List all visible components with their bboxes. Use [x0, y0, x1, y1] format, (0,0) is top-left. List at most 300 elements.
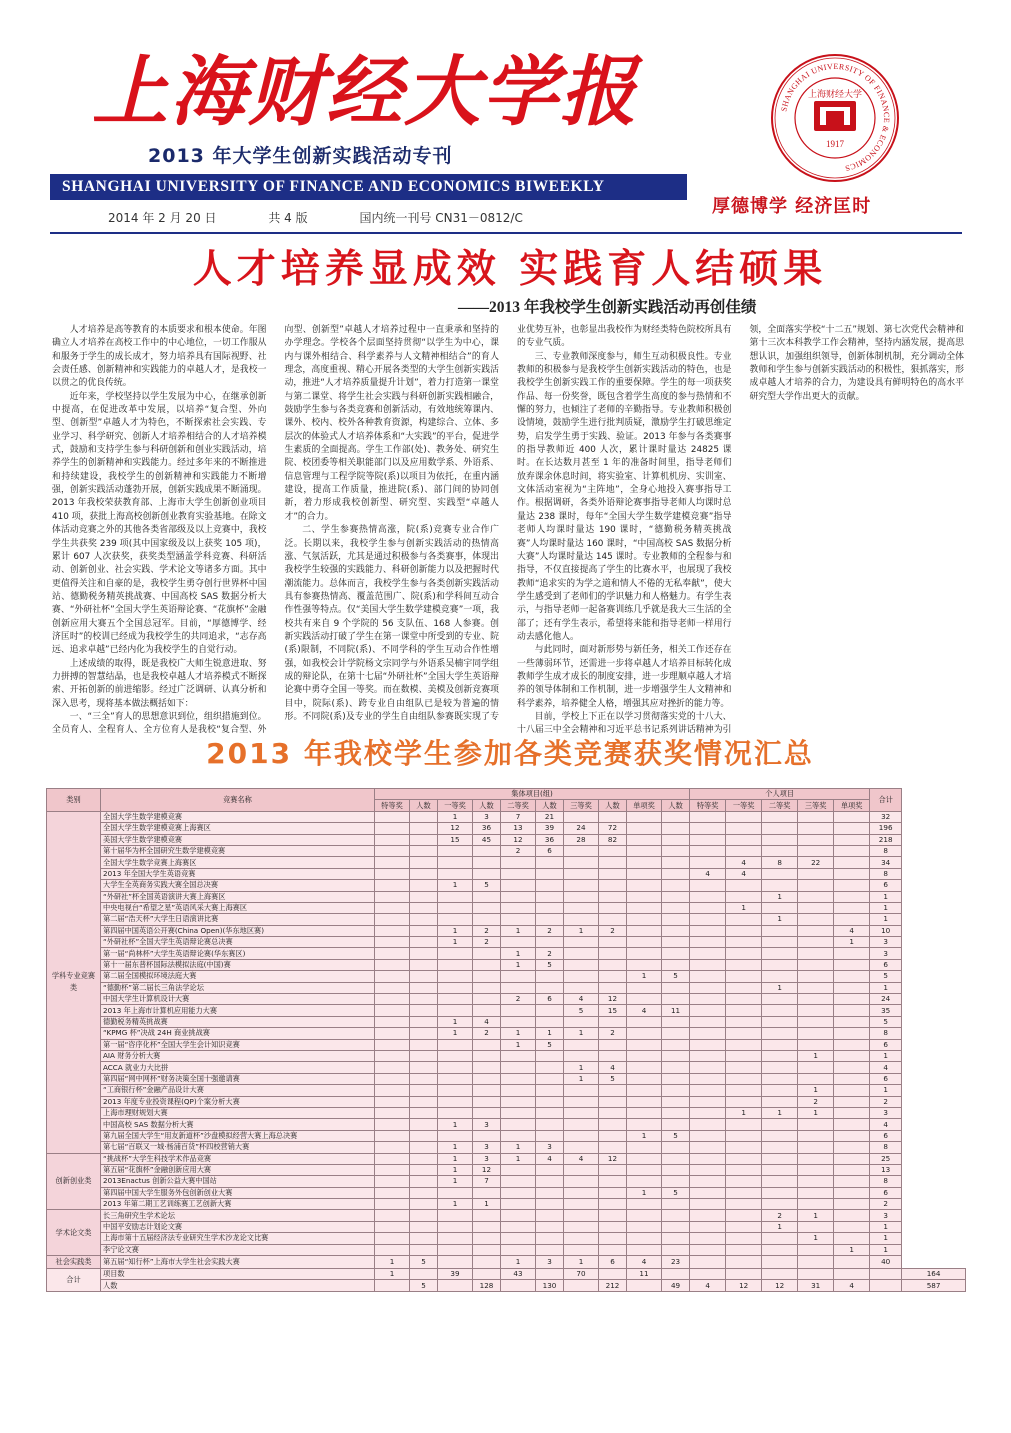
competition-name: 中国高校 SAS 数据分析大赛 [101, 1119, 375, 1130]
table-row [47, 1085, 966, 1096]
award-count [798, 891, 834, 902]
award-count: 1 [762, 891, 798, 902]
award-count: 5 [662, 1187, 690, 1198]
award-count [798, 948, 834, 959]
summary-value [762, 1269, 798, 1280]
competition-name: 大学生全英商务实践大赛全国总决赛 [101, 880, 375, 891]
award-count [501, 1096, 536, 1107]
table-row [47, 937, 966, 948]
award-count [690, 1016, 726, 1027]
award-count: 5 [564, 1005, 599, 1016]
award-count [627, 1244, 662, 1255]
award-count [501, 1005, 536, 1016]
table-row [47, 1164, 966, 1175]
award-count [501, 1130, 536, 1141]
award-count [726, 811, 762, 822]
row-total: 34 [870, 857, 902, 868]
table-row [47, 834, 966, 845]
award-count [627, 868, 662, 879]
award-count [690, 994, 726, 1005]
award-count [627, 845, 662, 856]
award-count [726, 1210, 762, 1221]
award-count [599, 1221, 627, 1232]
competition-name: “KPMG 杯”决战 24H 商业挑战赛 [101, 1028, 375, 1039]
award-count: 1 [438, 925, 473, 936]
award-count [599, 1119, 627, 1130]
award-count [410, 937, 438, 948]
award-count [627, 1096, 662, 1107]
award-count [473, 971, 501, 982]
award-count [662, 811, 690, 822]
row-total: 8 [870, 1176, 902, 1187]
award-count [798, 1187, 834, 1198]
header-ind-third: 三等奖 [798, 800, 834, 811]
award-count [599, 1096, 627, 1107]
award-count [501, 937, 536, 948]
award-count: 1 [501, 1153, 536, 1164]
award-count: 4 [536, 1153, 564, 1164]
table-row [47, 1221, 966, 1232]
award-count: 4 [834, 925, 870, 936]
award-count [726, 1176, 762, 1187]
row-total: 13 [870, 1164, 902, 1175]
category-cell: 创新创业类 [47, 1153, 101, 1210]
award-count [375, 845, 410, 856]
award-count: 82 [599, 834, 627, 845]
award-count [762, 1176, 798, 1187]
award-count [536, 1050, 564, 1061]
award-count [762, 1085, 798, 1096]
header-second: 二等奖 [501, 800, 536, 811]
award-count [375, 948, 410, 959]
row-total: 1 [870, 891, 902, 902]
award-count: 1 [627, 1130, 662, 1141]
award-count [501, 1073, 536, 1084]
award-count: 1 [438, 1199, 473, 1210]
table-row [47, 1073, 966, 1084]
award-count: 1 [762, 1107, 798, 1118]
award-count: 3 [536, 1142, 564, 1153]
award-count [798, 1119, 834, 1130]
award-count: 3 [473, 1142, 501, 1153]
award-count: 2 [501, 994, 536, 1005]
award-count: 1 [438, 880, 473, 891]
award-count [438, 982, 473, 993]
header-collective: 集体项目(组) [375, 789, 690, 800]
article-paragraph: 近年来，学校坚持以学生发展为中心，在继承创新中提高，在促进改革中发展，以培养“复合型、外向型、创新型”卓越人才为特色，不断探索社会实践、专业学习、科学研究、创新人才培养相结合的人才培养模式，鼓励和支持学生参与科研创新和创业实践活动，培养学生的创新精神和实践能力。经过多年来的不断推进和持续建设，我校学生的创新精神和实践能力不断增强，创新实践活动蓬勃开展，创新实践成果不断涌现。2013 年我校荣获教育部、上海市大学生创新创业项目 410 项，获批上海高校创新创业教育实验基地。在除文体活动竞赛之外的其他各类省部级及以上竞赛中，我校学生共获奖 239 项(其中国家级及以上获奖 105 项)，累计 607 人次获奖，获奖类型涵盖学科竞赛、科研活动、创新创业、社会实践、学术论文等诸多方面。其中更值得关注和自豪的是，我校学生勇夺创行世界杯中国站、德勤税务精英挑战赛、中国高校 SAS 数据分析大赛、“外研社杯”全国大学生英语辩论赛、“花旗杯”金融创新应用大赛五个全国总冠军。目前，“厚德博学、经济匡时”的校训已经成为我校学生的共同追求，“志存高远、追求卓越”已经内化为我校学生的自觉行动。 [52, 391, 267, 656]
award-count: 4 [627, 1256, 662, 1269]
award-count [627, 1050, 662, 1061]
award-count [762, 1096, 798, 1107]
award-count [501, 1199, 536, 1210]
table-row [47, 1176, 966, 1187]
award-count [726, 1153, 762, 1164]
award-count [564, 914, 599, 925]
award-count [473, 845, 501, 856]
award-count [564, 1016, 599, 1027]
award-count [410, 1164, 438, 1175]
award-count: 12 [438, 823, 473, 834]
competition-name: 第二届“浩天杯”大学生日语演讲比赛 [101, 914, 375, 925]
table-row [47, 1256, 966, 1269]
award-count [438, 1039, 473, 1050]
award-count [375, 823, 410, 834]
award-count [690, 1176, 726, 1187]
award-count [690, 823, 726, 834]
award-count [726, 1005, 762, 1016]
table-row [47, 948, 966, 959]
newspaper-title: 上海财经大学报 [92, 47, 638, 136]
award-count [627, 857, 662, 868]
award-count [690, 1085, 726, 1096]
award-count [798, 914, 834, 925]
award-count: 13 [501, 823, 536, 834]
award-count [726, 1199, 762, 1210]
summary-value [798, 1269, 834, 1280]
award-count [536, 1233, 564, 1244]
award-count [798, 925, 834, 936]
award-count [690, 1187, 726, 1198]
award-count [762, 868, 798, 879]
award-count [834, 1153, 870, 1164]
award-count [690, 1164, 726, 1175]
table-row [47, 1016, 966, 1027]
table-row [47, 880, 966, 891]
special-issue-subtitle: 2013 年大学生创新实践活动专刊 [148, 145, 453, 167]
award-count: 1 [762, 1221, 798, 1232]
award-count [762, 971, 798, 982]
award-count [627, 1073, 662, 1084]
award-count [564, 937, 599, 948]
award-count [726, 1119, 762, 1130]
award-count [834, 823, 870, 834]
competition-name: 上海市第十五届经济法专业研究生学术沙龙论文比赛 [101, 1233, 375, 1244]
award-count [662, 1164, 690, 1175]
award-count [564, 1096, 599, 1107]
award-count: 1 [501, 1028, 536, 1039]
award-count [599, 868, 627, 879]
award-count [834, 1164, 870, 1175]
award-count [375, 834, 410, 845]
award-count [726, 925, 762, 936]
award-count [834, 971, 870, 982]
award-count [690, 1028, 726, 1039]
award-count [438, 948, 473, 959]
award-count [690, 891, 726, 902]
award-count [438, 845, 473, 856]
award-count [726, 971, 762, 982]
award-count [726, 1096, 762, 1107]
article-paragraph: 与此同时，面对新形势与新任务，相关工作还存在一些薄弱环节，还需进一步将卓越人才培养目标转化成教师学生成才成长的制度安排，进一步理顺卓越人才培养的领导体制和工作机制，进一步增强学生人文精神和科学素养，培养健全人格，增强其应对挫折的能力等。 [517, 645, 732, 709]
award-count [599, 902, 627, 913]
summary-value [501, 1280, 536, 1291]
award-count [690, 1130, 726, 1141]
award-count [834, 1096, 870, 1107]
table-row [47, 994, 966, 1005]
award-count: 6 [536, 994, 564, 1005]
competition-name: 美国大学生数学建模竞赛 [101, 834, 375, 845]
award-count [564, 1233, 599, 1244]
summary-value: 12 [726, 1280, 762, 1291]
competition-name: 全国大学生数学竞赛上海赛区 [101, 857, 375, 868]
award-count [726, 880, 762, 891]
award-count [473, 1187, 501, 1198]
award-count [662, 1199, 690, 1210]
row-total: 1 [870, 1233, 902, 1244]
award-count [726, 1233, 762, 1244]
competition-name: 第二届全国模拟环境法庭大赛 [101, 971, 375, 982]
award-count [690, 971, 726, 982]
award-count [564, 857, 599, 868]
award-count [501, 971, 536, 982]
competition-name: 中央电视台“希望之星”英语风采大赛上海赛区 [101, 902, 375, 913]
award-count [501, 868, 536, 879]
award-count [410, 857, 438, 868]
award-count: 1 [798, 1085, 834, 1096]
header-ind-single: 单项奖 [834, 800, 870, 811]
award-count [375, 1221, 410, 1232]
award-count [798, 880, 834, 891]
award-count [564, 1244, 599, 1255]
award-count [536, 880, 564, 891]
award-count [501, 1233, 536, 1244]
award-count [627, 834, 662, 845]
award-count [690, 948, 726, 959]
award-count: 1 [627, 1187, 662, 1198]
award-count [662, 868, 690, 879]
competition-name: AIA 财务分析大赛 [101, 1050, 375, 1061]
award-count [834, 868, 870, 879]
award-count [564, 868, 599, 879]
award-count [536, 1130, 564, 1141]
row-total: 6 [870, 1073, 902, 1084]
award-count [410, 914, 438, 925]
award-count [834, 959, 870, 970]
competition-name: 第五届“花旗杯”金融创新应用大赛 [101, 1164, 375, 1175]
award-count [375, 880, 410, 891]
award-count [726, 1085, 762, 1096]
award-count [834, 880, 870, 891]
summary-row [47, 1269, 966, 1280]
award-count [564, 1130, 599, 1141]
award-count [762, 994, 798, 1005]
award-count [627, 1233, 662, 1244]
award-count [834, 1142, 870, 1153]
table-row [47, 811, 966, 822]
award-count: 4 [564, 994, 599, 1005]
award-count: 1 [536, 1028, 564, 1039]
summary-value [690, 1269, 726, 1280]
award-count: 1 [438, 1153, 473, 1164]
award-count [536, 1119, 564, 1130]
summary-value [410, 1269, 438, 1280]
award-count [375, 959, 410, 970]
award-count [501, 982, 536, 993]
award-count [375, 1210, 410, 1221]
award-count [536, 1073, 564, 1084]
row-total: 24 [870, 994, 902, 1005]
award-count [762, 959, 798, 970]
award-count: 36 [473, 823, 501, 834]
award-count: 5 [662, 971, 690, 982]
competition-name: 德勤税务精英挑战赛 [101, 1016, 375, 1027]
award-count [438, 1244, 473, 1255]
award-count [375, 1119, 410, 1130]
award-count [662, 857, 690, 868]
award-count [599, 1187, 627, 1198]
table-row [47, 1199, 966, 1210]
summary-value: 70 [564, 1269, 599, 1280]
header-name: 竞赛名称 [101, 789, 375, 812]
award-count: 1 [438, 1164, 473, 1175]
award-count [627, 1142, 662, 1153]
award-count [662, 834, 690, 845]
award-count [627, 994, 662, 1005]
table-row [47, 982, 966, 993]
category-cell: 社会实践类 [47, 1256, 101, 1269]
award-count [662, 1142, 690, 1153]
summary-value [870, 1269, 902, 1280]
award-count [410, 1244, 438, 1255]
summary-label: 项目数 [101, 1269, 375, 1280]
award-count [627, 1210, 662, 1221]
row-total: 1 [870, 1085, 902, 1096]
competition-name: “外研社”杯全国英语演讲大赛上海赛区 [101, 891, 375, 902]
award-count [410, 959, 438, 970]
award-count [726, 1256, 762, 1269]
award-count [473, 1039, 501, 1050]
award-count [536, 971, 564, 982]
award-count [410, 811, 438, 822]
table-row [47, 925, 966, 936]
award-count [798, 1016, 834, 1027]
row-total: 2 [870, 1199, 902, 1210]
award-count [410, 971, 438, 982]
award-count [627, 982, 662, 993]
award-count [627, 1164, 662, 1175]
award-count [762, 1039, 798, 1050]
article-paragraph: 一、“三全”育人的思想意识到位，组织措施到位。全员育人、全程育人、全方位育人是我校“复合型、外向型、创新型”卓越人才培养过程中一直秉承和坚持的办学理念。学校各个层面坚持贯彻“以学生为中心，课内与课外相结合、科学素养与人文精神相结合”的育人理念，高度重视、精心开展各类型的大学生创新实践活动，推进“人才培养质量提升计划”，着力打造第一课堂与第二课堂、将学生社会实践与科研创新实践相融合，鼓励学生参与各类竞赛和创新活动，有效地统筹课内、课外、校内、校外各种教育资源，构建综合、立体、多层次的体验式人才培养体系和“大实践”的平台，促进学生素质的全面提高。学生工作部(处)、教务处、研究生院、校团委等相关职能部门以及应用数学系、外语系、信息管理与工程学院等院(系)以项目为依托，在重内涵建设，提高工作质量，推进院(系)、部门间的协同创新，着力形成我校创新型、研究型、实践型“卓越人才”的合力。 [52, 325, 499, 736]
award-count [410, 1142, 438, 1153]
row-total: 3 [870, 1210, 902, 1221]
award-count [438, 1221, 473, 1232]
award-count [762, 1199, 798, 1210]
table-row [47, 1050, 966, 1061]
award-count [798, 1039, 834, 1050]
award-count [726, 1142, 762, 1153]
award-count: 1 [438, 1142, 473, 1153]
award-count [798, 1005, 834, 1016]
award-count [762, 823, 798, 834]
award-count: 2 [473, 925, 501, 936]
award-count [690, 1210, 726, 1221]
award-count [375, 868, 410, 879]
award-count [473, 1062, 501, 1073]
award-count [410, 994, 438, 1005]
award-count [662, 1028, 690, 1039]
award-count: 1 [834, 937, 870, 948]
award-count [627, 1199, 662, 1210]
award-count [473, 914, 501, 925]
award-count [599, 880, 627, 891]
award-count [501, 1244, 536, 1255]
table-row [47, 1244, 966, 1255]
award-count [662, 845, 690, 856]
award-count [798, 823, 834, 834]
award-count [726, 1164, 762, 1175]
header-people: 人数 [599, 800, 627, 811]
competition-name: 第一届“尚林杯”大学生英语辩论赛(华东赛区) [101, 948, 375, 959]
table-row [47, 914, 966, 925]
award-count: 22 [798, 857, 834, 868]
award-count [834, 1062, 870, 1073]
award-count: 36 [536, 834, 564, 845]
award-count [690, 1096, 726, 1107]
university-seal-icon [770, 53, 900, 183]
award-count [627, 1119, 662, 1130]
award-count: 2 [762, 1210, 798, 1221]
competition-name: 李宁论文赛 [101, 1244, 375, 1255]
issue-date: 2014 年 2 月 20 日 [108, 211, 217, 225]
award-count [438, 959, 473, 970]
award-count [410, 902, 438, 913]
award-count [375, 914, 410, 925]
award-count [375, 1073, 410, 1084]
award-count [375, 994, 410, 1005]
award-count [690, 959, 726, 970]
article-body [52, 324, 964, 748]
award-count: 4 [726, 857, 762, 868]
category-cell: 学科专业竞赛类 [47, 811, 101, 1153]
award-count [599, 1210, 627, 1221]
summary-value [599, 1269, 627, 1280]
award-count [599, 982, 627, 993]
award-count [726, 834, 762, 845]
award-count: 2 [599, 925, 627, 936]
award-count [798, 1221, 834, 1232]
award-count: 1 [798, 1233, 834, 1244]
award-count [627, 937, 662, 948]
award-count: 1 [501, 1039, 536, 1050]
award-count [627, 1176, 662, 1187]
award-count [798, 868, 834, 879]
award-count: 1 [473, 1199, 501, 1210]
award-count [762, 1130, 798, 1141]
award-count [726, 891, 762, 902]
summary-value: 130 [536, 1280, 564, 1291]
competition-name: 上海市理财规划大赛 [101, 1107, 375, 1118]
award-count: 1 [564, 925, 599, 936]
award-count [834, 1130, 870, 1141]
award-count [501, 1119, 536, 1130]
competition-name: 2013 年第二期工艺训练赛工艺创新大赛 [101, 1199, 375, 1210]
award-count: 72 [599, 823, 627, 834]
award-count [501, 1221, 536, 1232]
award-count [375, 1153, 410, 1164]
award-count: 1 [627, 971, 662, 982]
award-count [834, 1050, 870, 1061]
award-count: 2 [536, 948, 564, 959]
award-count [438, 1062, 473, 1073]
award-count [726, 1062, 762, 1073]
award-count [410, 925, 438, 936]
award-count [627, 902, 662, 913]
award-count: 1 [501, 925, 536, 936]
row-total: 196 [870, 823, 902, 834]
row-total: 1 [870, 1221, 902, 1232]
award-count [501, 857, 536, 868]
row-total: 32 [870, 811, 902, 822]
